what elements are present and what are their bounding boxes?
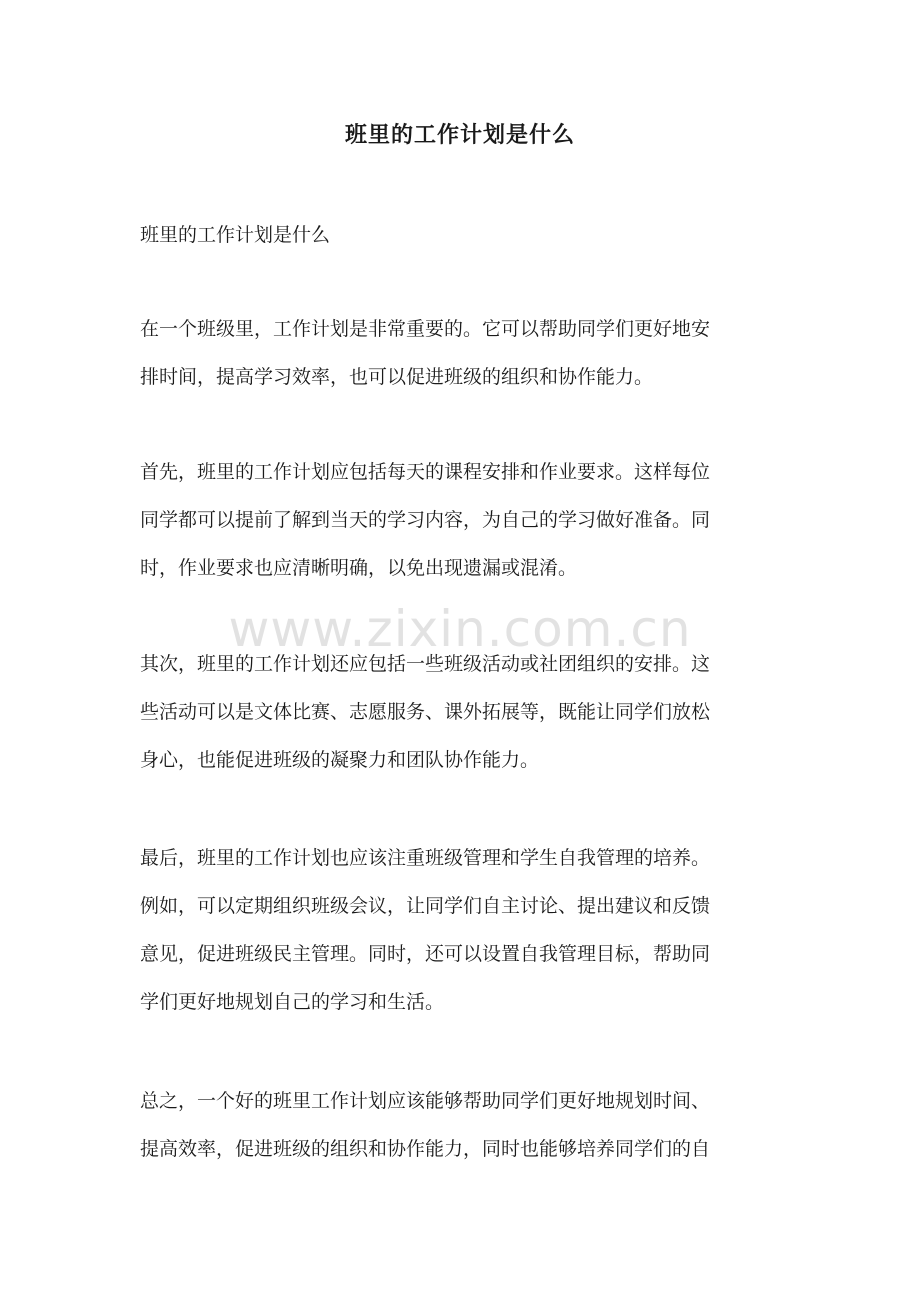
paragraph-line: 学们更好地规划自己的学习和生活。 (140, 991, 445, 1013)
document-title: 班里的工作计划是什么 (344, 122, 575, 148)
paragraph-line: 提高效率，促进班级的组织和协作能力，同时也能够培养同学们的自 (140, 1138, 711, 1160)
paragraph-line: 意见，促进班级民主管理。同时，还可以设置自我管理目标，帮助同 (140, 943, 711, 965)
paragraph-line: 些活动可以是文体比赛、志愿服务、课外拓展等，既能让同学们放松 (140, 701, 711, 723)
paragraph-line: 同学都可以提前了解到当天的学习内容，为自己的学习做好准备。同 (140, 509, 711, 531)
paragraph-line: 例如，可以定期组织班级会议，让同学们自主讨论、提出建议和反馈 (140, 895, 711, 917)
paragraph-4 (140, 834, 800, 1026)
paragraph-line: 最后，班里的工作计划也应该注重班级管理和学生自我管理的培养。 (140, 847, 711, 869)
paragraph-line: 排时间，提高学习效率，也可以促进班级的组织和协作能力。 (140, 366, 654, 388)
paragraph-3 (140, 640, 800, 784)
paragraph-line: 首先，班里的工作计划应包括每天的课程安排和作业要求。这样每位 (140, 461, 711, 483)
paragraph-1 (140, 305, 800, 401)
paragraph-5 (140, 1077, 800, 1173)
paragraph-line: 身心，也能促进班级的凝聚力和团队协作能力。 (140, 749, 540, 771)
paragraph-line: 时，作业要求也应清晰明确，以免出现遗漏或混淆。 (140, 557, 578, 579)
watermark: www.zixin.com.cn (228, 600, 692, 658)
paragraph-line: 其次，班里的工作计划还应包括一些班级活动或社团组织的安排。这 (140, 653, 711, 675)
document-subtitle: 班里的工作计划是什么 (140, 224, 331, 246)
paragraph-line: 总之，一个好的班里工作计划应该能够帮助同学们更好地规划时间、 (140, 1090, 711, 1112)
paragraph-line: 在一个班级里，工作计划是非常重要的。它可以帮助同学们更好地安 (140, 318, 711, 340)
paragraph-2 (140, 448, 800, 592)
